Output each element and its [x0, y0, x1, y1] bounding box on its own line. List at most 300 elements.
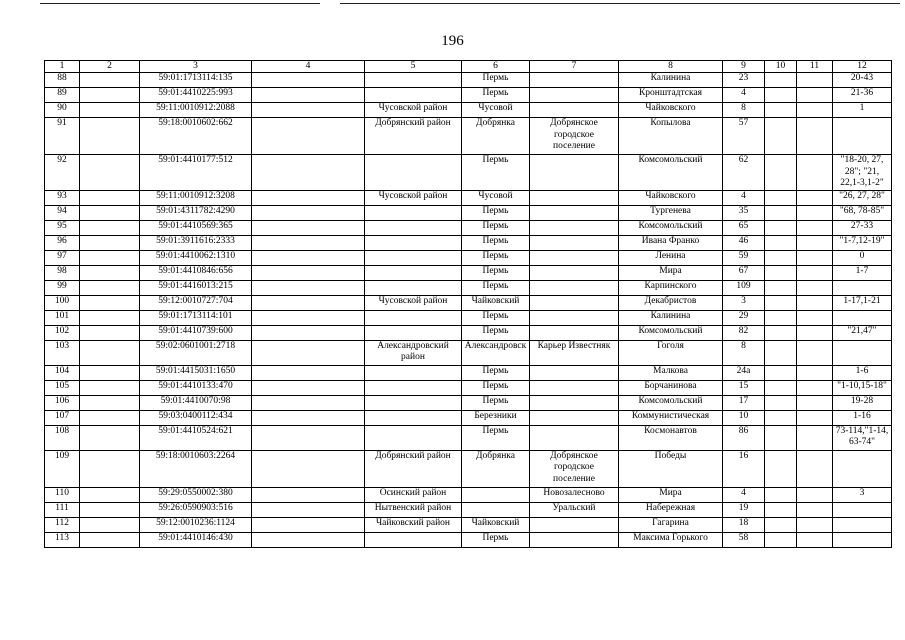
cell-col-10 [765, 88, 797, 103]
cell-district [365, 235, 462, 250]
cell-district: Добрянский район [365, 450, 462, 487]
table-row [45, 532, 892, 547]
cell-col-10 [765, 425, 797, 450]
cell-street: Малкова [619, 365, 723, 380]
cell-house-number: 4 [723, 190, 765, 205]
cell-locality [530, 410, 619, 425]
cell-premises: "68, 78-85" [833, 205, 892, 220]
cell-col-4 [252, 425, 365, 450]
table-row [45, 88, 892, 103]
cell-row-number: 102 [45, 325, 80, 340]
cell-settlement: Добрянка [462, 118, 530, 155]
cell-settlement: Пермь [462, 532, 530, 547]
cell-row-number: 113 [45, 532, 80, 547]
cell-street: Мира [619, 265, 723, 280]
cell-premises: 3 [833, 487, 892, 502]
cell-district [365, 220, 462, 235]
cell-col-10 [765, 250, 797, 265]
cell-district [365, 425, 462, 450]
cell-district [365, 73, 462, 88]
cell-district: Чусовской район [365, 103, 462, 118]
cell-district [365, 205, 462, 220]
cell-settlement: Пермь [462, 88, 530, 103]
cell-row-number: 105 [45, 380, 80, 395]
cell-premises [833, 517, 892, 532]
cell-col-4 [252, 103, 365, 118]
cell-col-11 [797, 365, 833, 380]
table-row [45, 220, 892, 235]
cell-cadastral-number: 59:11:0010912:3208 [140, 190, 252, 205]
cell-locality [530, 205, 619, 220]
table-row [45, 410, 892, 425]
cell-house-number: 4 [723, 88, 765, 103]
cell-house-number: 86 [723, 425, 765, 450]
cell-locality [530, 235, 619, 250]
cell-row-number: 100 [45, 295, 80, 310]
cell-col-2 [80, 73, 140, 88]
cell-col-2 [80, 487, 140, 502]
cell-premises [833, 340, 892, 365]
cell-street: Борчанинова [619, 380, 723, 395]
cell-street: Комсомольский [619, 155, 723, 191]
column-header: 11 [797, 61, 833, 73]
cell-settlement: Пермь [462, 250, 530, 265]
cell-district: Александровский район [365, 340, 462, 365]
cell-premises: 1-6 [833, 365, 892, 380]
table-row [45, 205, 892, 220]
cell-locality [530, 310, 619, 325]
page-number: 196 [441, 33, 464, 49]
cell-col-11 [797, 487, 833, 502]
cell-col-11 [797, 103, 833, 118]
cell-premises: 1-7 [833, 265, 892, 280]
cell-settlement: Пермь [462, 310, 530, 325]
table-row [45, 190, 892, 205]
top-rule-right [340, 3, 900, 4]
table-row [45, 380, 892, 395]
cell-district [365, 395, 462, 410]
cell-col-4 [252, 295, 365, 310]
cell-settlement: Пермь [462, 380, 530, 395]
cell-house-number: 82 [723, 325, 765, 340]
cell-col-10 [765, 395, 797, 410]
cell-settlement: Пермь [462, 265, 530, 280]
cell-col-2 [80, 395, 140, 410]
cell-house-number: 17 [723, 395, 765, 410]
cell-locality [530, 517, 619, 532]
cell-house-number: 10 [723, 410, 765, 425]
cell-street: Калинина [619, 310, 723, 325]
cell-row-number: 111 [45, 502, 80, 517]
table-row [45, 450, 892, 487]
cell-col-10 [765, 295, 797, 310]
cell-house-number: 59 [723, 250, 765, 265]
cell-col-4 [252, 88, 365, 103]
table-row [45, 325, 892, 340]
column-header: 9 [723, 61, 765, 73]
cell-col-10 [765, 365, 797, 380]
cell-col-2 [80, 410, 140, 425]
cell-premises [833, 450, 892, 487]
column-header: 5 [365, 61, 462, 73]
cell-row-number: 106 [45, 395, 80, 410]
cell-locality [530, 280, 619, 295]
cell-col-2 [80, 220, 140, 235]
cell-settlement: Александровск [462, 340, 530, 365]
cell-col-10 [765, 340, 797, 365]
cell-col-2 [80, 190, 140, 205]
table-row [45, 280, 892, 295]
cell-col-2 [80, 88, 140, 103]
cell-district: Чусовской район [365, 295, 462, 310]
cell-house-number: 16 [723, 450, 765, 487]
cell-street: Ленина [619, 250, 723, 265]
cell-col-4 [252, 118, 365, 155]
cell-cadastral-number: 59:01:1713114:135 [140, 73, 252, 88]
cell-col-10 [765, 190, 797, 205]
cell-premises: "21,47" [833, 325, 892, 340]
cell-district: Добрянский район [365, 118, 462, 155]
header-row [45, 61, 892, 73]
cell-col-10 [765, 517, 797, 532]
cell-district [365, 410, 462, 425]
cell-premises [833, 118, 892, 155]
cell-premises: 20-43 [833, 73, 892, 88]
table-row [45, 502, 892, 517]
cell-col-2 [80, 450, 140, 487]
top-rule-left [40, 3, 320, 4]
cell-col-2 [80, 155, 140, 191]
column-header: 10 [765, 61, 797, 73]
table-row [45, 517, 892, 532]
cell-settlement: Пермь [462, 395, 530, 410]
cell-street: Максима Горького [619, 532, 723, 547]
cell-house-number: 8 [723, 340, 765, 365]
cell-locality [530, 250, 619, 265]
cell-premises: 19-28 [833, 395, 892, 410]
cell-col-11 [797, 118, 833, 155]
table-row [45, 310, 892, 325]
cell-street: Комсомольский [619, 395, 723, 410]
cell-cadastral-number: 59:29:0550002:380 [140, 487, 252, 502]
cell-row-number: 96 [45, 235, 80, 250]
cell-premises [833, 310, 892, 325]
cell-settlement: Чайковский [462, 517, 530, 532]
cell-col-2 [80, 380, 140, 395]
cell-street: Калинина [619, 73, 723, 88]
cell-col-2 [80, 280, 140, 295]
table-row [45, 235, 892, 250]
cell-col-10 [765, 310, 797, 325]
cell-premises: 73-114,"1-14, 63-74" [833, 425, 892, 450]
cell-settlement: Березники [462, 410, 530, 425]
cell-cadastral-number: 59:01:4410524:621 [140, 425, 252, 450]
cell-district [365, 532, 462, 547]
table-row [45, 103, 892, 118]
cell-col-11 [797, 425, 833, 450]
cell-col-4 [252, 155, 365, 191]
cell-district: Нытвенский район [365, 502, 462, 517]
table-row [45, 250, 892, 265]
cell-cadastral-number: 59:01:4410177:512 [140, 155, 252, 191]
cell-col-11 [797, 235, 833, 250]
cell-col-11 [797, 190, 833, 205]
cell-settlement: Чайковский [462, 295, 530, 310]
cell-district [365, 325, 462, 340]
cell-street: Ивана Франко [619, 235, 723, 250]
cell-col-2 [80, 310, 140, 325]
cell-col-4 [252, 280, 365, 295]
cell-district: Чайковский район [365, 517, 462, 532]
cell-street: Коммунистическая [619, 410, 723, 425]
cell-street: Победы [619, 450, 723, 487]
cell-house-number: 24а [723, 365, 765, 380]
cell-col-2 [80, 532, 140, 547]
cell-col-10 [765, 410, 797, 425]
cell-street: Копылова [619, 118, 723, 155]
cell-street: Чайковского [619, 103, 723, 118]
cell-district: Осинский район [365, 487, 462, 502]
cell-col-10 [765, 103, 797, 118]
cell-locality [530, 425, 619, 450]
cell-locality: Добрянское городское поселение [530, 450, 619, 487]
cell-locality [530, 532, 619, 547]
cell-street: Космонавтов [619, 425, 723, 450]
cell-cadastral-number: 59:18:0010602:662 [140, 118, 252, 155]
cell-col-11 [797, 450, 833, 487]
cell-col-11 [797, 517, 833, 532]
cell-district [365, 380, 462, 395]
cell-settlement: Пермь [462, 325, 530, 340]
cell-settlement: Пермь [462, 235, 530, 250]
cell-street: Гоголя [619, 340, 723, 365]
cell-locality [530, 295, 619, 310]
cell-row-number: 92 [45, 155, 80, 191]
cell-col-11 [797, 220, 833, 235]
cell-cadastral-number: 59:11:0010912:2088 [140, 103, 252, 118]
cell-col-2 [80, 118, 140, 155]
cell-locality [530, 380, 619, 395]
cell-street: Мира [619, 487, 723, 502]
cell-house-number: 23 [723, 73, 765, 88]
cell-col-2 [80, 517, 140, 532]
cell-row-number: 108 [45, 425, 80, 450]
cell-col-2 [80, 295, 140, 310]
cell-cadastral-number: 59:01:4410225:993 [140, 88, 252, 103]
cell-col-2 [80, 250, 140, 265]
cell-col-10 [765, 325, 797, 340]
cell-col-11 [797, 325, 833, 340]
register-table [44, 60, 892, 548]
cell-street: Тургенева [619, 205, 723, 220]
cell-col-4 [252, 380, 365, 395]
cell-house-number: 19 [723, 502, 765, 517]
cell-col-4 [252, 325, 365, 340]
cell-col-10 [765, 205, 797, 220]
cell-col-10 [765, 118, 797, 155]
cell-row-number: 88 [45, 73, 80, 88]
cell-premises: "18-20, 27, 28"; "21, 22,1-3,1-2" [833, 155, 892, 191]
cell-premises: 1-17,1-21 [833, 295, 892, 310]
cell-col-11 [797, 265, 833, 280]
cell-locality [530, 365, 619, 380]
cell-premises [833, 532, 892, 547]
cell-col-10 [765, 532, 797, 547]
cell-col-10 [765, 450, 797, 487]
cell-col-4 [252, 265, 365, 280]
cell-col-4 [252, 190, 365, 205]
cell-house-number: 57 [723, 118, 765, 155]
cell-house-number: 58 [723, 532, 765, 547]
cell-cadastral-number: 59:01:4410146:430 [140, 532, 252, 547]
cell-cadastral-number: 59:01:3911616:2333 [140, 235, 252, 250]
cell-settlement: Пермь [462, 220, 530, 235]
cell-street: Декабристов [619, 295, 723, 310]
cell-col-2 [80, 425, 140, 450]
cell-col-2 [80, 340, 140, 365]
cell-premises: "1-7,12-19" [833, 235, 892, 250]
cell-premises: 1-16 [833, 410, 892, 425]
cell-col-10 [765, 502, 797, 517]
cell-row-number: 112 [45, 517, 80, 532]
cell-col-4 [252, 340, 365, 365]
cell-row-number: 104 [45, 365, 80, 380]
cell-col-11 [797, 410, 833, 425]
cell-col-11 [797, 205, 833, 220]
cell-house-number: 35 [723, 205, 765, 220]
cell-locality [530, 220, 619, 235]
cell-col-10 [765, 265, 797, 280]
cell-premises: 21-36 [833, 88, 892, 103]
cell-col-11 [797, 340, 833, 365]
cell-premises: "1-10,15-18" [833, 380, 892, 395]
cell-row-number: 97 [45, 250, 80, 265]
cell-row-number: 90 [45, 103, 80, 118]
cell-cadastral-number: 59:01:4410846:656 [140, 265, 252, 280]
cell-col-11 [797, 380, 833, 395]
cell-cadastral-number: 59:18:0010603:2264 [140, 450, 252, 487]
cell-locality [530, 190, 619, 205]
cell-locality [530, 325, 619, 340]
cell-locality [530, 155, 619, 191]
column-header: 6 [462, 61, 530, 73]
cell-col-2 [80, 103, 140, 118]
cell-cadastral-number: 59:02:0601001:2718 [140, 340, 252, 365]
cell-district [365, 365, 462, 380]
table-row [45, 425, 892, 450]
cell-col-2 [80, 365, 140, 380]
cell-house-number: 67 [723, 265, 765, 280]
cell-col-2 [80, 235, 140, 250]
cell-col-11 [797, 395, 833, 410]
cell-col-4 [252, 310, 365, 325]
cell-settlement: Чусовой [462, 103, 530, 118]
column-header: 4 [252, 61, 365, 73]
cell-col-11 [797, 88, 833, 103]
cell-col-10 [765, 73, 797, 88]
cell-street: Чайковского [619, 190, 723, 205]
cell-locality: Карьер Известняк [530, 340, 619, 365]
table-row [45, 73, 892, 88]
cell-premises [833, 280, 892, 295]
cell-cadastral-number: 59:01:4410569:365 [140, 220, 252, 235]
cell-col-4 [252, 205, 365, 220]
cell-street: Комсомольский [619, 220, 723, 235]
cell-row-number: 103 [45, 340, 80, 365]
cell-col-2 [80, 205, 140, 220]
cell-house-number: 4 [723, 487, 765, 502]
cell-col-4 [252, 450, 365, 487]
cell-settlement: Пермь [462, 155, 530, 191]
cell-district [365, 265, 462, 280]
cell-street: Кронштадтская [619, 88, 723, 103]
cell-cadastral-number: 59:01:4311782:4290 [140, 205, 252, 220]
cell-settlement: Пермь [462, 425, 530, 450]
cell-row-number: 99 [45, 280, 80, 295]
cell-row-number: 94 [45, 205, 80, 220]
cell-settlement: Пермь [462, 365, 530, 380]
cell-street: Набережная [619, 502, 723, 517]
cell-settlement [462, 487, 530, 502]
cell-col-4 [252, 220, 365, 235]
cell-premises [833, 502, 892, 517]
cell-cadastral-number: 59:12:0010727:704 [140, 295, 252, 310]
cell-col-4 [252, 365, 365, 380]
cell-locality: Добрянское городское поселение [530, 118, 619, 155]
cell-col-10 [765, 155, 797, 191]
cell-col-2 [80, 325, 140, 340]
table-row [45, 265, 892, 280]
cell-settlement: Пермь [462, 73, 530, 88]
cell-col-4 [252, 410, 365, 425]
cell-locality [530, 265, 619, 280]
cell-street: Гагарина [619, 517, 723, 532]
cell-row-number: 107 [45, 410, 80, 425]
cell-col-10 [765, 380, 797, 395]
column-header: 3 [140, 61, 252, 73]
cell-settlement: Добрянка [462, 450, 530, 487]
cell-col-10 [765, 235, 797, 250]
cell-house-number: 15 [723, 380, 765, 395]
cell-locality: Уральский [530, 502, 619, 517]
cell-col-11 [797, 73, 833, 88]
cell-col-11 [797, 310, 833, 325]
table-row [45, 365, 892, 380]
cell-row-number: 101 [45, 310, 80, 325]
cell-house-number: 8 [723, 103, 765, 118]
cell-house-number: 65 [723, 220, 765, 235]
cell-col-10 [765, 220, 797, 235]
cell-col-11 [797, 155, 833, 191]
table-row [45, 295, 892, 310]
cell-row-number: 91 [45, 118, 80, 155]
cell-cadastral-number: 59:01:4410133:470 [140, 380, 252, 395]
cell-house-number: 109 [723, 280, 765, 295]
column-header: 8 [619, 61, 723, 73]
cell-premises: 27-33 [833, 220, 892, 235]
cell-settlement: Пермь [462, 205, 530, 220]
table-body [45, 73, 892, 548]
cell-col-11 [797, 502, 833, 517]
cell-district [365, 280, 462, 295]
cell-col-4 [252, 487, 365, 502]
cell-premises: 1 [833, 103, 892, 118]
cell-col-11 [797, 250, 833, 265]
table-row [45, 155, 892, 191]
cell-cadastral-number: 59:01:4415031:1650 [140, 365, 252, 380]
cell-district [365, 250, 462, 265]
column-header: 7 [530, 61, 619, 73]
